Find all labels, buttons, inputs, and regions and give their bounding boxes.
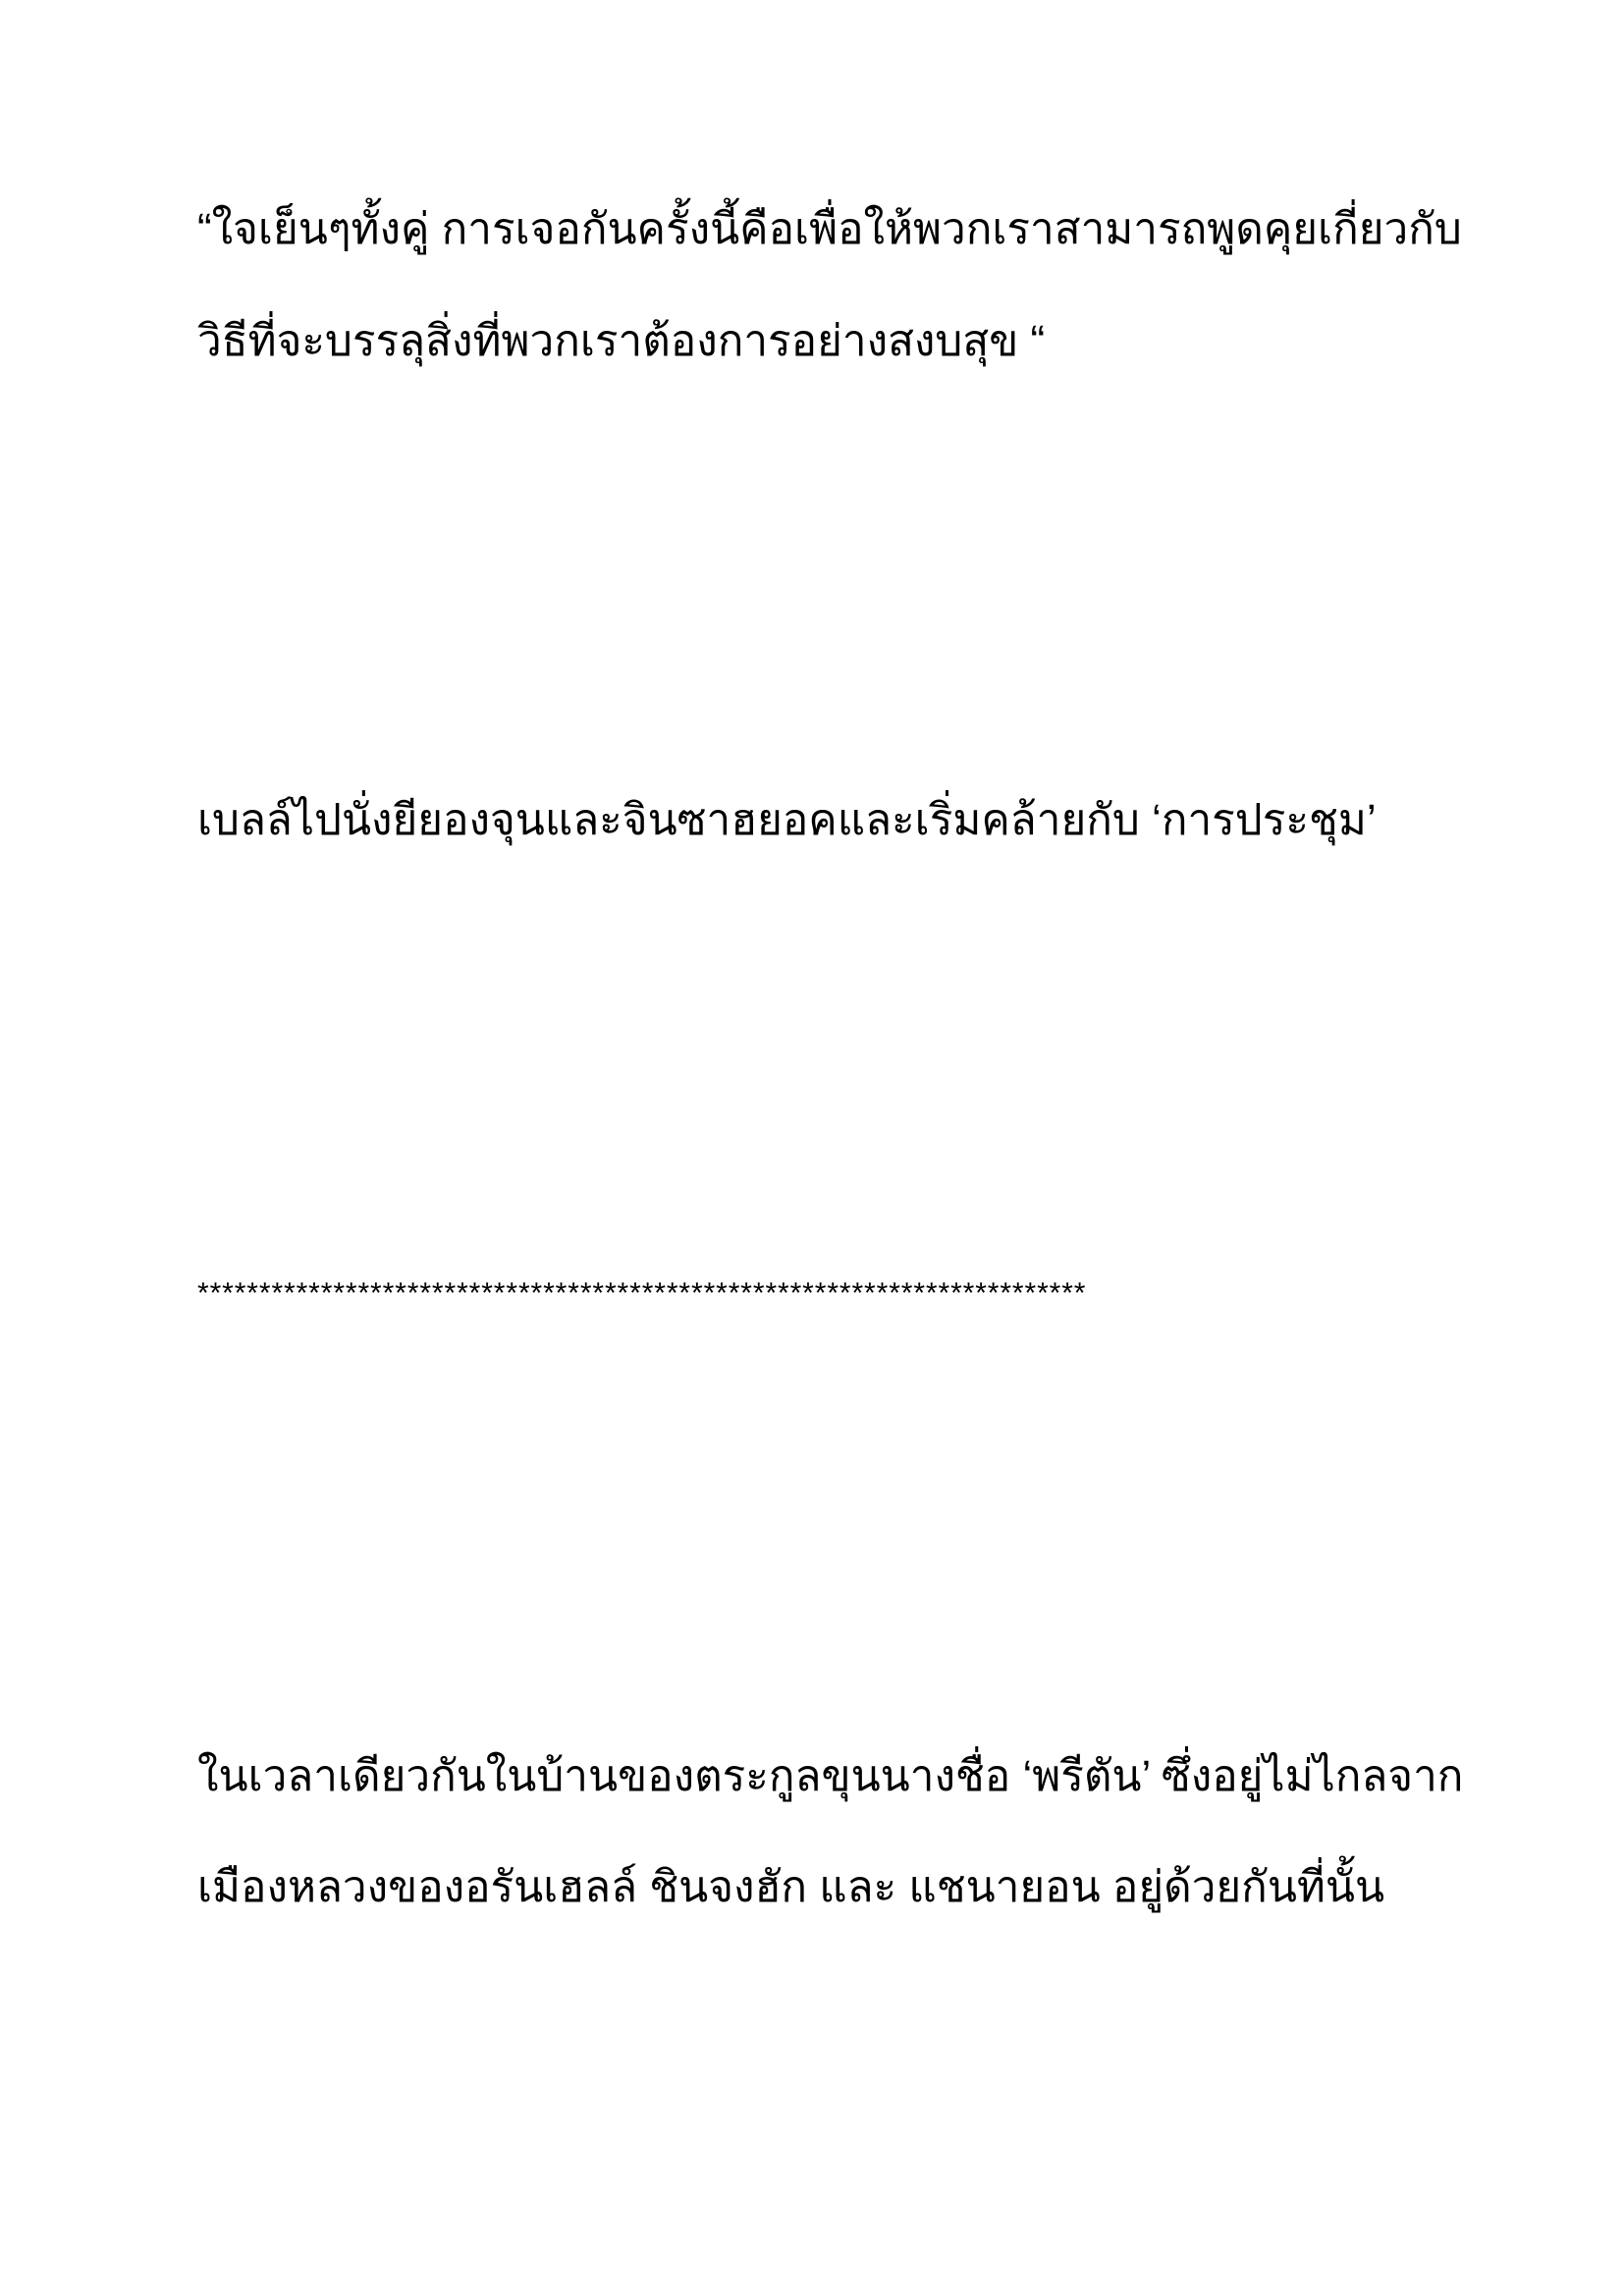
paragraph-3-line-1: ในเวลาเดียวกันในบ้านของตระกูลขุนนางชื่อ ‘พรีตัน’ ซึ่งอยู่ไม่ไกลจาก (197, 1752, 1464, 1800)
paragraph-1-line-1: “ใจเย็นๆทั้งคู่ การเจอกันครั้งนี้คือเพื่อให้พวกเราสามารถพูดคุยเกี่ยวกับ (197, 205, 1462, 253)
section-separator: ************************************************************************ (197, 1277, 1087, 1309)
paragraph-3-line-2: เมืองหลวงของอรันเฮลล์ ชินจงฮัก และ แชนายอน อยู่ด้วยกันที่นั้น (197, 1863, 1385, 1911)
paragraph-2-line-1: เบลล์ไปนั่งยียองจุนและจินซาฮยอคและเริ่มคล้ายกับ ‘การประชุม’ (197, 796, 1377, 844)
paragraph-1-line-2: วิธีที่จะบรรลุสิ่งที่พวกเราต้องการอย่างสงบสุข “ (197, 317, 1046, 365)
